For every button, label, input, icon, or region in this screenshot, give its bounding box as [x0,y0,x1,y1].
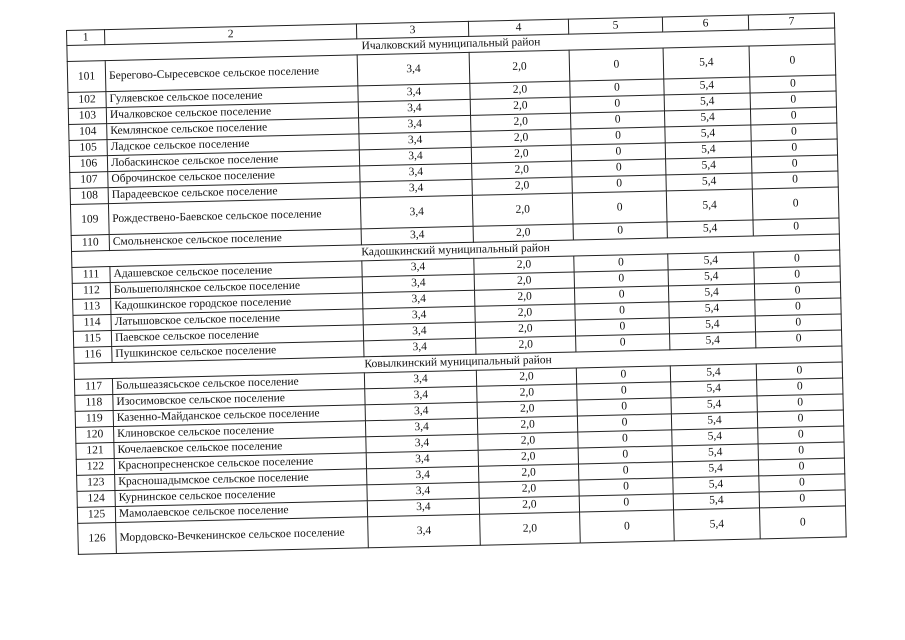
value-col-3: 3,4 [367,498,479,517]
value-col-3: 3,4 [367,466,479,485]
value-col-5: 0 [577,398,671,416]
settlement-name: Пушкинское сельское поселение [112,341,364,363]
value-col-5: 0 [572,159,666,177]
value-col-6: 5,4 [667,220,753,238]
value-col-4: 2,0 [472,177,572,195]
header-cell-6: 6 [662,15,748,32]
settlement-name: Оброчинское сельское поселение [108,166,360,188]
value-col-4: 2,0 [477,384,577,402]
value-col-3: 3,4 [362,258,474,277]
value-col-6: 5,4 [664,109,750,127]
settlement-name: Ичалковское сельское поселение [106,102,358,124]
value-col-4: 2,0 [475,320,575,338]
value-col-5: 0 [576,334,670,352]
row-number: 104 [69,124,107,141]
settlement-name: Парадеевское сельское поселение [108,182,360,204]
settlement-name: Адашевское сельское поселение [110,261,362,283]
settlement-name: Красношадымское сельское поселение [115,469,367,491]
value-col-5: 0 [578,446,672,464]
value-col-4: 2,0 [479,480,579,498]
value-col-5: 0 [572,191,667,224]
value-col-3: 3,4 [365,386,477,405]
settlement-name: Латышовское сельское поселение [111,309,363,331]
value-col-3: 3,4 [360,195,473,229]
value-col-3: 3,4 [358,83,470,102]
value-col-6: 5,4 [669,300,755,318]
row-number: 105 [69,140,107,157]
row-number: 111 [72,267,110,284]
value-col-7: 0 [752,187,839,220]
value-col-7: 0 [750,91,836,109]
value-col-7: 0 [758,442,844,460]
value-col-5: 0 [575,302,669,320]
header-cell-3: 3 [356,21,468,39]
value-col-4: 2,0 [479,464,579,482]
settlement-name: Большеазясьское сельское поселение [112,373,364,395]
section-title: Ковылкинский муниципальный район [74,346,842,379]
row-number: 103 [68,108,106,125]
row-number: 120 [76,427,114,444]
row-number: 125 [77,507,115,524]
row-number: 122 [76,459,114,476]
value-col-7: 0 [759,490,845,508]
value-col-6: 5,4 [666,157,752,175]
value-col-4: 2,0 [476,368,576,386]
value-col-6: 5,4 [670,364,756,382]
value-col-4: 2,0 [473,224,573,242]
row-number: 117 [74,379,112,396]
value-col-3: 3,4 [360,179,472,198]
document-page [66,13,846,555]
value-col-7: 0 [757,378,843,396]
value-col-6: 5,4 [671,396,757,414]
value-col-5: 0 [574,286,668,304]
settlement-name: Большеполянское сельское поселение [110,277,362,299]
value-col-4: 2,0 [470,81,570,99]
settlement-name: Изосимовское сельское поселение [113,389,365,411]
value-col-5: 0 [572,175,666,193]
value-col-7: 0 [756,330,842,348]
value-col-7: 0 [758,426,844,444]
value-col-6: 5,4 [671,380,757,398]
value-col-4: 2,0 [478,432,578,450]
value-col-5: 0 [570,95,664,113]
value-col-4: 2,0 [475,288,575,306]
row-number: 109 [70,204,109,236]
value-col-3: 3,4 [366,434,478,453]
value-col-3: 3,4 [359,131,471,150]
value-col-3: 3,4 [363,290,475,309]
section-title: Ичалковский муниципальный район [67,28,835,61]
value-col-7: 0 [755,314,841,332]
value-col-6: 5,4 [673,492,759,510]
settlement-name: Паевское сельское поселение [111,325,363,347]
value-col-3: 3,4 [364,338,476,357]
value-col-6: 5,4 [665,141,751,159]
value-col-6: 5,4 [672,428,758,446]
value-col-5: 0 [580,510,675,543]
value-col-5: 0 [571,111,665,129]
header-cell-4: 4 [468,19,568,36]
value-col-7: 0 [756,362,842,380]
settlement-name: Лобаскинское сельское поселение [107,150,359,172]
value-col-7: 0 [750,107,836,125]
value-col-5: 0 [579,494,673,512]
value-col-3: 3,4 [363,306,475,325]
value-col-3: 3,4 [364,370,476,389]
settlement-name: Казенно-Майданское сельское поселение [113,405,365,427]
settlement-name: Смольненское сельское поселение [109,229,361,251]
header-cell-5: 5 [568,17,662,34]
settlement-name: Кадошкинское городское поселение [111,293,363,315]
value-col-4: 2,0 [472,161,572,179]
value-col-7: 0 [752,155,838,173]
settlement-name: Ладское сельское поселение [107,134,359,156]
value-col-7: 0 [751,123,837,141]
row-number: 107 [70,172,108,189]
settlement-name: Курнинское сельское поселение [115,485,367,507]
value-col-4: 2,0 [474,256,574,274]
value-col-7: 0 [754,266,840,284]
header-cell-1: 1 [67,30,105,46]
settlement-name: Краснопресненское сельское поселение [114,453,366,475]
value-col-5: 0 [574,254,668,272]
row-number: 118 [75,395,113,412]
value-col-3: 3,4 [360,163,472,182]
value-col-6: 5,4 [666,189,753,222]
value-col-6: 5,4 [672,444,758,462]
row-number: 114 [73,315,111,332]
row-number: 124 [77,491,115,508]
value-col-7: 0 [751,139,837,157]
value-col-6: 5,4 [668,252,754,270]
settlement-name: Мамолаевское сельское поселение [115,501,367,523]
value-col-6: 5,4 [671,412,757,430]
value-col-3: 3,4 [362,274,474,293]
section-title: Кадошкинский муниципальный район [72,234,840,267]
table-body [67,13,847,554]
value-col-5: 0 [573,222,667,240]
value-col-7: 0 [759,474,845,492]
row-number: 119 [75,411,113,428]
value-col-6: 5,4 [668,284,754,302]
value-col-7: 0 [754,250,840,268]
value-col-4: 2,0 [471,145,571,163]
row-number: 121 [76,443,114,460]
settlement-name: Кемлянское сельское поселение [107,118,359,140]
value-col-4: 2,0 [471,129,571,147]
value-col-4: 2,0 [480,512,581,545]
value-col-5: 0 [579,478,673,496]
settlement-name: Кочелаевское сельское поселение [114,437,366,459]
value-col-4: 2,0 [478,448,578,466]
value-col-5: 0 [578,462,672,480]
value-col-5: 0 [571,127,665,145]
value-col-5: 0 [569,48,664,81]
value-col-5: 0 [577,382,671,400]
row-number: 102 [68,92,106,109]
value-col-7: 0 [750,75,836,93]
value-col-3: 3,4 [359,115,471,134]
value-col-3: 3,4 [357,52,470,86]
value-col-3: 3,4 [363,322,475,341]
value-col-7: 0 [754,282,840,300]
value-col-5: 0 [576,366,670,384]
settlement-name: Мордовско-Вечкенинское сельское поселение [116,517,369,554]
value-col-3: 3,4 [366,450,478,469]
settlement-name: Рождествено-Баевское сельское поселение [108,198,361,235]
header-cell-7: 7 [748,13,834,30]
value-col-7: 0 [760,506,847,539]
value-col-4: 2,0 [477,400,577,418]
row-number: 115 [73,331,111,348]
value-col-6: 5,4 [674,508,761,541]
value-col-4: 2,0 [475,304,575,322]
value-col-5: 0 [570,79,664,97]
value-col-3: 3,4 [368,514,481,548]
value-col-4: 2,0 [471,113,571,131]
value-col-6: 5,4 [670,332,756,350]
row-number: 110 [71,235,109,252]
settlement-name: Клиновское сельское поселение [114,421,366,443]
value-col-6: 5,4 [664,93,750,111]
value-col-3: 3,4 [367,482,479,501]
row-number: 108 [70,188,108,205]
value-col-3: 3,4 [365,418,477,437]
value-col-4: 2,0 [476,336,576,354]
settlement-name: Берегово-Сыресевское сельское поселение [105,55,358,92]
row-number: 126 [78,522,117,554]
value-col-6: 5,4 [673,476,759,494]
value-col-7: 0 [753,218,839,236]
row-number: 101 [67,61,106,93]
value-col-6: 5,4 [666,173,752,191]
municipal-table [66,13,847,555]
value-col-6: 5,4 [669,316,755,334]
value-col-6: 5,4 [672,460,758,478]
value-col-7: 0 [758,458,844,476]
value-col-4: 2,0 [472,193,573,226]
value-col-4: 2,0 [470,97,570,115]
value-col-6: 5,4 [668,268,754,286]
row-number: 106 [69,156,107,173]
row-number: 123 [77,475,115,492]
value-col-7: 0 [752,171,838,189]
value-col-5: 0 [577,414,671,432]
value-col-5: 0 [578,430,672,448]
value-col-4: 2,0 [477,416,577,434]
row-number: 112 [72,283,110,300]
value-col-5: 0 [571,143,665,161]
value-col-6: 5,4 [665,125,751,143]
value-col-7: 0 [757,410,843,428]
value-col-7: 0 [755,298,841,316]
value-col-4: 2,0 [479,496,579,514]
value-col-3: 3,4 [359,147,471,166]
value-col-4: 2,0 [469,50,570,83]
value-col-5: 0 [574,270,668,288]
value-col-7: 0 [749,44,836,77]
value-col-4: 2,0 [474,272,574,290]
value-col-3: 3,4 [361,226,473,245]
settlement-name: Гуляевское сельское поселение [106,86,358,108]
value-col-6: 5,4 [664,77,750,95]
value-col-5: 0 [575,318,669,336]
header-cell-2: 2 [105,24,357,45]
value-col-3: 3,4 [358,99,470,118]
row-number: 113 [73,299,111,316]
value-col-3: 3,4 [365,402,477,421]
row-number: 116 [74,347,112,364]
value-col-7: 0 [757,394,843,412]
value-col-6: 5,4 [663,46,750,79]
